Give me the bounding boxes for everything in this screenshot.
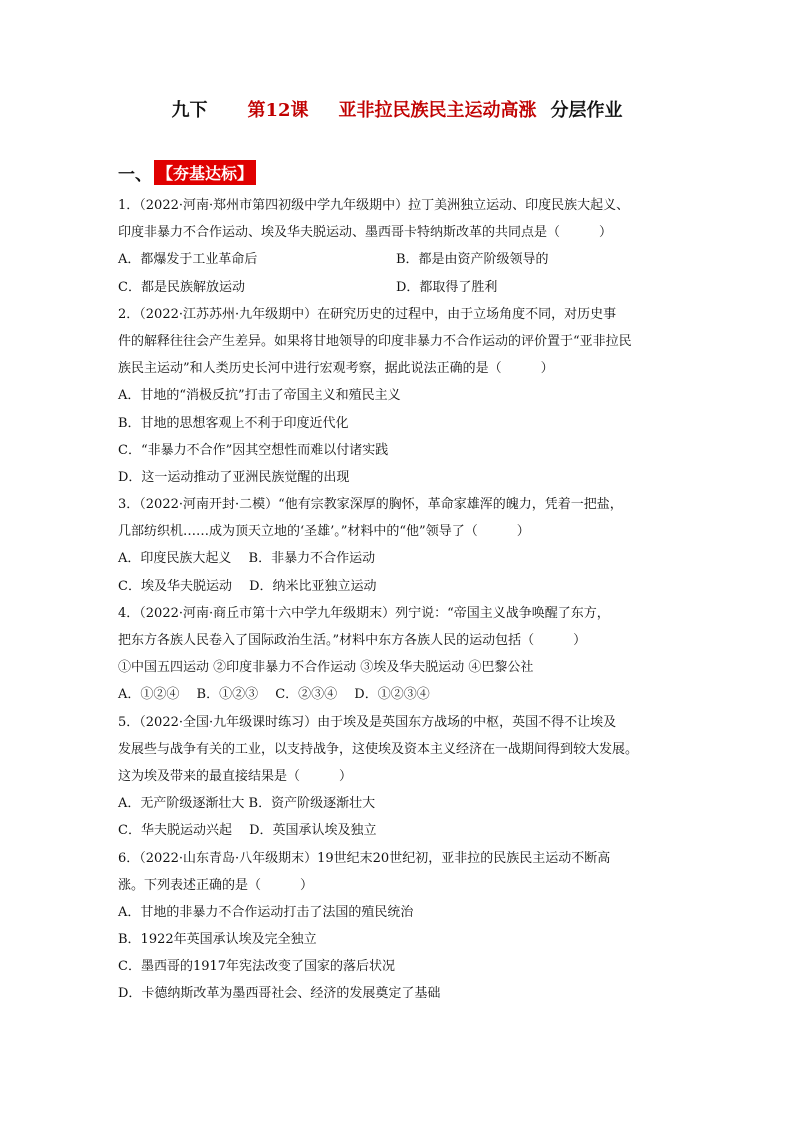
section-badge: 【夯基达标】 xyxy=(154,160,256,185)
page-title xyxy=(0,96,794,122)
question-line: 几部纺织机……成为顶天立地的‘圣雄’。”材料中的“他”领导了（ ） xyxy=(118,524,530,540)
question-line: 6．（2022·山东青岛·八年级期末）19世纪末20世纪初，亚非拉的民族民主运动不断高 xyxy=(118,850,611,866)
question-line: 把东方各族人民卷入了国际政治生活。”材料中东方各族人民的运动包括（ ） xyxy=(118,633,587,648)
question-list xyxy=(118,192,678,1008)
option-b: B．1922年英国承认埃及完全独立 xyxy=(118,932,317,948)
option-c: C．墨西哥的1917年宪法改变了国家的落后状况 xyxy=(118,959,396,975)
question-5 xyxy=(118,709,678,845)
question-6 xyxy=(118,845,678,1008)
question-line: 4．（2022·河南·商丘市第十六中学九年级期末）列宁说：“帝国主义战争唤醒了东方， xyxy=(118,605,610,621)
question-line: 件的解释往往会产生差异。如果将甘地领导的印度非暴力不合作运动的评价置于“亚非拉民 xyxy=(118,333,632,349)
option-row xyxy=(118,274,678,301)
option-d: D．都取得了胜利 xyxy=(396,279,498,295)
question-line: ①中国五四运动 ②印度非暴力不合作运动 ③埃及华夫脱运动 ④巴黎公社 xyxy=(118,660,534,676)
option-c: C．都是民族解放运动 xyxy=(118,279,245,295)
option-d: D．这一运动推动了亚洲民族觉醒的出现 xyxy=(118,469,350,485)
question-line: 5．（2022·全国·九年级课时练习）由于埃及是英国东方战场的中枢，英国不得不让埃及 xyxy=(118,714,617,730)
question-line: 3．（2022·河南开封·二模）“他有宗教家深厚的胸怀，革命家雄浑的魄力，凭着一把盐， xyxy=(118,497,623,513)
option-row: C．埃及华夫脱运动 D．纳米比亚独立运动 xyxy=(118,578,377,594)
question-line: 1．（2022·河南·郑州市第四初级中学九年级期中）拉丁美洲独立运动、印度民族大起义、 xyxy=(118,198,630,213)
question-line: 发展些与战争有关的工业，以支持战争，这使埃及资本主义经济在一战期间得到较大发展。 xyxy=(118,741,639,757)
title-grade: 九下 xyxy=(171,100,208,121)
option-a: A．甘地的“消极反抗”打击了帝国主义和殖民主义 xyxy=(118,388,401,404)
question-line: 2．（2022·江苏苏州·九年级期中）在研究历史的过程中，由于立场角度不同，对历史事 xyxy=(118,306,617,322)
option-row: C．华夫脱运动兴起 D．英国承认埃及独立 xyxy=(118,823,377,839)
title-topic: 亚非拉民族民主运动高涨 xyxy=(338,100,537,121)
option-row: A．印度民族大起义 B．非暴力不合作运动 xyxy=(118,551,376,567)
option-d: D．卡德纳斯改革为墨西哥社会、经济的发展奠定了基础 xyxy=(118,986,441,1002)
option-b: B．甘地的思想客观上不利于印度近代化 xyxy=(118,415,349,431)
section-heading xyxy=(118,160,256,185)
question-1 xyxy=(118,192,678,301)
question-3 xyxy=(118,491,678,600)
option-c: C．“非暴力不合作”因其空想性而难以付诸实践 xyxy=(118,442,389,458)
option-a: A．甘地的非暴力不合作运动打击了法国的殖民统治 xyxy=(118,904,414,920)
option-b: B．都是由资产阶级领导的 xyxy=(396,252,549,268)
question-line: 印度非暴力不合作运动、埃及华夫脱运动、墨西哥卡特纳斯改革的共同点是（ ） xyxy=(118,225,613,241)
title-suffix: 分层作业 xyxy=(550,100,623,121)
question-line: 族民主运动”和人类历史长河中进行宏观考察，据此说法正确的是（ ） xyxy=(118,361,554,377)
option-row xyxy=(118,246,678,273)
option-row: A．①②④ B．①②③ C．②③④ D．①②③④ xyxy=(118,687,430,703)
title-lesson: 第12课 xyxy=(247,100,309,121)
option-row: A．无产阶级逐渐壮大 B．资产阶级逐渐壮大 xyxy=(118,796,376,812)
section-number: 一、 xyxy=(118,165,152,185)
option-a: A．都爆发于工业革命后 xyxy=(118,252,258,268)
question-2 xyxy=(118,301,678,491)
question-line: 这为埃及带来的最直接结果是（ ） xyxy=(118,768,353,784)
question-line: 涨。下列表述正确的是（ ） xyxy=(118,877,314,893)
question-4 xyxy=(118,600,678,709)
